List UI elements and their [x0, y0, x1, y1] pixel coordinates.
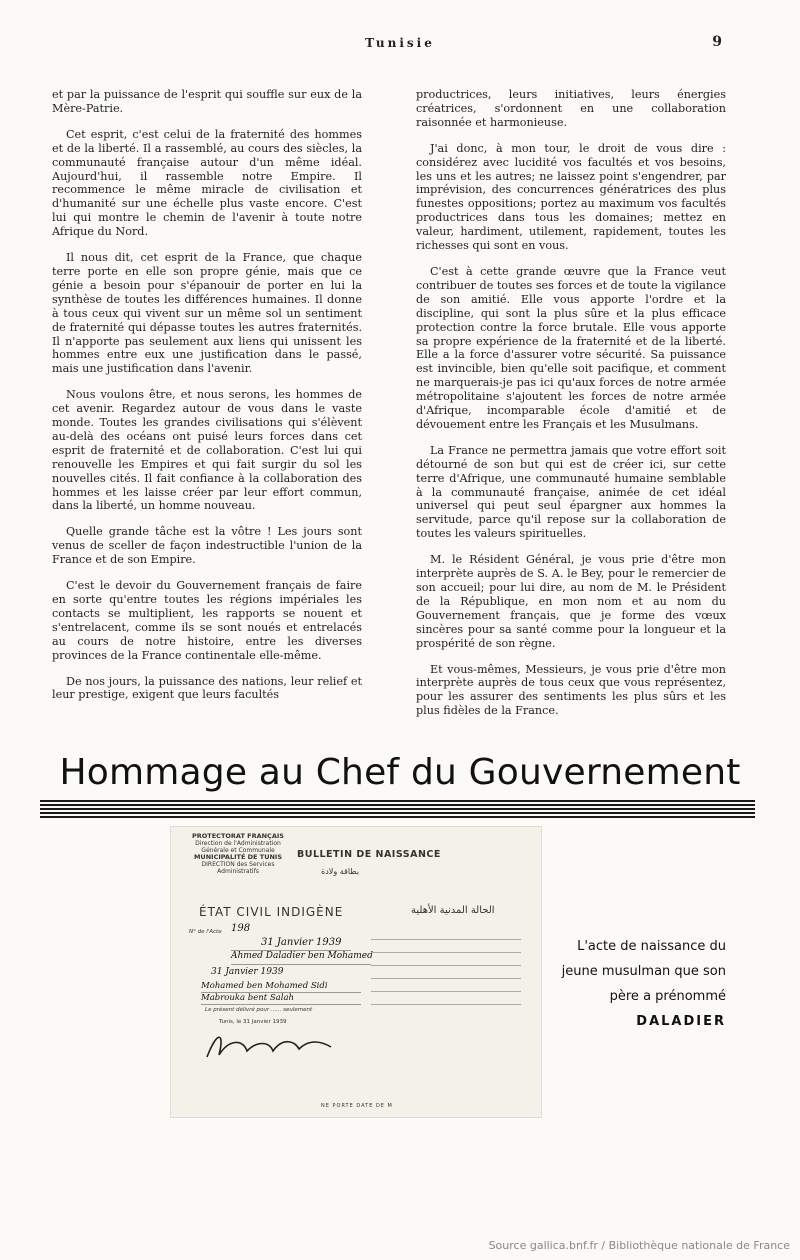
field-line — [231, 964, 371, 965]
father-value: Mohamed ben Mohamed Sidi — [201, 981, 328, 991]
acte-value: 198 — [231, 923, 251, 934]
certificate-title: BULLETIN DE NAISSANCE — [297, 849, 441, 860]
date-value: 31 Janvier 1939 — [261, 937, 342, 948]
paragraph: productrices, leurs initiatives, leurs énergies créatrices, s'ordonnent en une collaboration raisonnée et harmonieuse. — [416, 88, 726, 129]
mother-value: Mabrouka bent Salah — [201, 993, 295, 1003]
caption-line: père a prénommé — [609, 989, 726, 1004]
field-line — [201, 1004, 361, 1005]
page-number: 9 — [712, 34, 722, 50]
headline: Hommage au Chef du Gouvernement — [59, 752, 741, 793]
paragraph: C'est le devoir du Gouvernement français de faire en sorte qu'entre toutes les régions impériales les contacts se multiplient, les rapports se nouent et s'entrelacent, comme ils se sont noués et entrelacés au cours de notre histoire, entre les diverses provinces de la France continentale elle-même. — [52, 579, 362, 662]
caption-name: DALADIER — [636, 1014, 726, 1029]
direction-label: Direction de l'Administration Générale et Communale — [195, 840, 281, 854]
running-title: Tunisie — [365, 36, 435, 50]
caption — [548, 934, 726, 1034]
paragraph: et par la puissance de l'esprit qui souffle sur eux de la Mère-Patrie. — [52, 88, 362, 115]
right-column — [416, 88, 726, 730]
born-value: 31 Janvier 1939 — [211, 967, 284, 977]
acte-label: N° de l'Acte — [189, 929, 222, 935]
left-column — [52, 88, 362, 714]
paragraph: M. le Résident Général, je vous prie d'être mon interprète auprès de S. A. le Bey, pour le remercier de son accueil; pour lui dire, au nom de M. le Président de la République, en mon nom et au nom du Gouvernement français, que je forme des vœux sincères pour sa santé comme pour la longueur et la prospérité de son règne. — [416, 553, 726, 650]
birth-certificate — [170, 826, 542, 1118]
paragraph: Quelle grande tâche est la vôtre ! Les jours sont venus de sceller de façon indestructible l'union de la France et de son Empire. — [52, 525, 362, 567]
certificate-issuer — [183, 833, 293, 875]
city-date: Tunis, le 31 Janvier 1939 — [219, 1019, 287, 1025]
source-attribution: Source gallica.bnf.fr / Bibliothèque nationale de France — [488, 1239, 790, 1252]
delivered-label: Le présent délivré pour ...... seulement — [205, 1007, 313, 1013]
signature — [199, 1027, 339, 1065]
name-value: Ahmed Daladier ben Mohamed — [231, 951, 373, 961]
certificate-footer: NE PORTE DATE DE M — [321, 1103, 393, 1109]
protectorat-label: PROTECTORAT FRANÇAIS — [192, 832, 284, 840]
paragraph: Il nous dit, cet esprit de la France, que chaque terre porte en elle son propre génie, mais que ce génie a besoin pour s'épanouir de porter en lui la synthèse de toutes les différences humaines. Il donne à tous ceux qui vivent sur un même sol un sentiment de fraternité qui dépasse toutes les autres fraternités. Il n'apporte pas seulement aux liens qui unissent les hommes entre eux une justification dans le passé, mais une justification dans l'avenir. — [52, 251, 362, 376]
paragraph: La France ne permettra jamais que votre effort soit détourné de son but qui est de créer ici, sur cette terre d'Afrique, une communauté humaine semblable à la communauté française, animée de cet idéal universel qui peut seul épargner aux hommes la servitude, parce qu'il repose sur la collaboration de toutes les valeurs spirituelles. — [416, 443, 726, 541]
arabic-text-block — [371, 927, 521, 1005]
paragraph: Nous voulons être, et nous serons, les hommes de cet avenir. Regardez autour de vous dans le vaste monde. Toutes les grandes civilisations qui s'élèvent au-delà des océans ont puisé leurs forces dans cet esprit de fraternité et de collaboration. C'est lui qui renouvelle les Empires et qui fait surgir du sol les nouvelles cités. Il fait confiance à la collaboration des hommes et les laisse créer par leur effort commun, dans la liberté, un homme nouveau. — [52, 388, 362, 513]
etat-civil-label: ÉTAT CIVIL INDIGÈNE — [199, 905, 344, 919]
services-label: DIRECTION des Services Administratifs — [201, 861, 275, 875]
etat-civil-arabic: الحالة المدنية الأهلية — [411, 905, 495, 916]
paragraph: J'ai donc, à mon tour, le droit de vous dire : considérez avec lucidité vos facultés et vos besoins, les uns et les autres; ne laissez point s'engendrer, par imprévision, des concurrences génératrices des plus funestes oppositions; portez au maximum vos facultés productrices dans tous les domaines; mettez en valeur, hardiment, utilement, rapidement, toutes les richesses qui sont en vous. — [416, 141, 726, 253]
paragraph: De nos jours, la puissance des nations, leur relief et leur prestige, exigent que leurs facultés — [52, 674, 362, 702]
certificate-title-arabic: بطاقة ولادة — [321, 867, 360, 876]
municipalite-label: MUNICIPALITÉ DE TUNIS — [193, 853, 283, 861]
caption-line: L'acte de naissance du — [577, 939, 726, 954]
decorative-rules — [40, 800, 755, 820]
paragraph: C'est à cette grande œuvre que la France veut contribuer de toutes ses forces et de toute la vigilance de son amitié. Elle vous apporte l'ordre et la discipline, qui sont la plus sûre et la plus efficace protection contre la force brutale. Elle vous apporte sa propre expérience de la fraternité et de la liberté. Elle a la force d'assurer votre sécurité. Sa puissance est invincible, bien qu'elle soit pacifique, et comment ne marquerais-je pas ici qu'aux forces de notre armée métropolitaine s'ajoutent les forces de notre armée d'Afrique, incomparable école d'amitié et de dévouement entre les Français et les Musulmans. — [416, 264, 726, 431]
paragraph: Et vous-mêmes, Messieurs, je vous prie d'être mon interprète auprès de tous ceux que vous représentez, pour les assurer des sentiments les plus sûrs et les plus fidèles de la France. — [416, 662, 726, 718]
caption-line: jeune musulman que son — [561, 964, 726, 979]
paragraph: Cet esprit, c'est celui de la fraternité des hommes et de la liberté. Il a rassemblé, au cours des siècles, la communauté française autour d'un même idéal. Aujourd'hui, il rassemble notre Empire. Il recommence le même miracle de civilisation et d'humanité sur une échelle plus vaste encore. C'est lui qui montre le chemin de l'avenir à toute notre Afrique du Nord. — [52, 127, 362, 239]
